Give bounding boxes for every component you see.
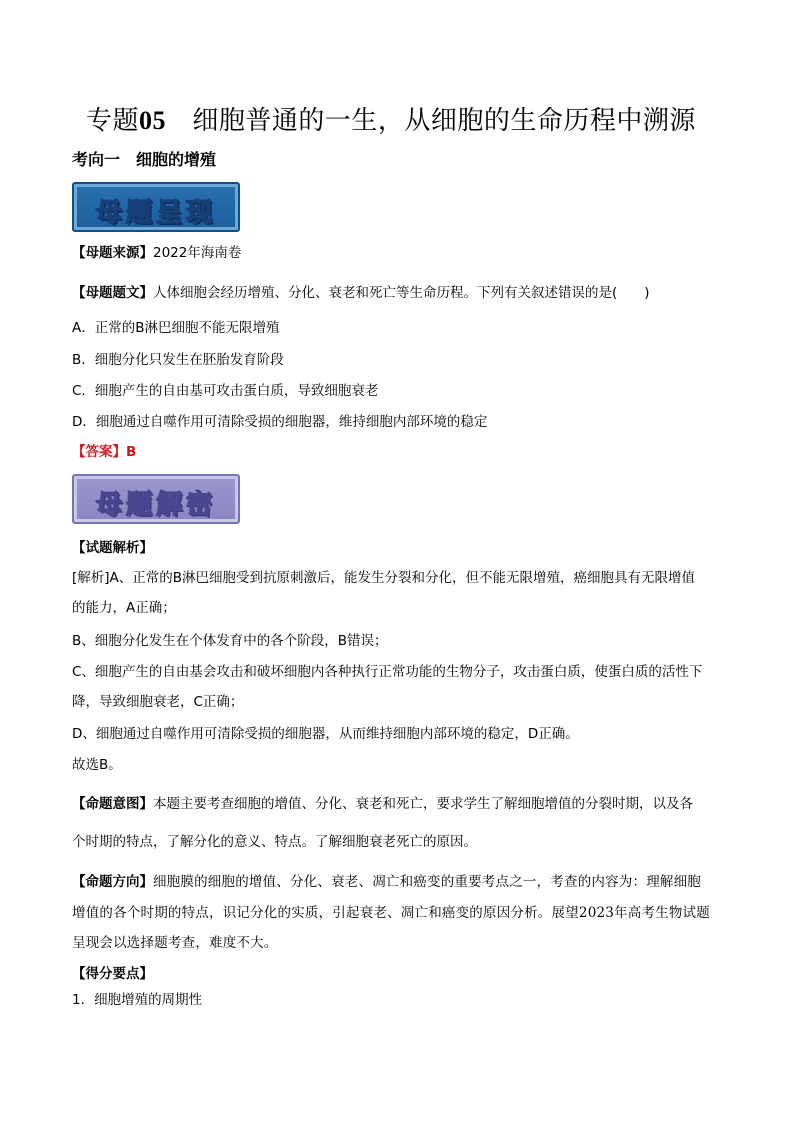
analysis-line: 故选B。 <box>72 757 122 773</box>
answer-line <box>72 442 732 462</box>
option-d: D．细胞通过自噬作用可清除受损的细胞器，维持细胞内部环境的稳定 <box>72 414 488 430</box>
direction-tag: 【命题方向】 <box>72 874 153 890</box>
direction-line-2: 增值的各个时期的特点，识记分化的实质，引起衰老、凋亡和癌变的原因分析。展望2023年高考生物试题 <box>72 905 710 921</box>
analysis-line: C、细胞产生的自由基会攻击和破坏细胞内各种执行正常功能的生物分子，攻击蛋白质，使蛋白质的活性下 <box>72 664 703 680</box>
source-text: 2022年海南卷 <box>153 245 242 261</box>
title-number: 05 <box>139 106 167 135</box>
banner-question-show <box>72 182 240 232</box>
question-text: 人体细胞会经历增殖、分化、衰老和死亡等生命历程。下列有关叙述错误的是( ) <box>153 285 650 301</box>
analysis-line: [解析]A、正常的B淋巴细胞受到抗原刺激后，能发生分裂和分化，但不能无限增殖，癌细胞具有无限增值 <box>72 570 696 586</box>
direction-line-3: 呈现会以选择题考查，难度不大。 <box>72 935 278 951</box>
answer-value: B <box>126 444 137 460</box>
source-tag: 【母题来源】 <box>72 245 153 261</box>
intent-line-1 <box>72 794 732 814</box>
option-a: A．正常的B淋巴细胞不能无限增殖 <box>72 320 280 336</box>
banner-question-decode-text: 母题解密 <box>95 490 216 520</box>
intent-text-1: 本题主要考查细胞的增值、分化、衰老和死亡，要求学生了解细胞增值的分裂时期，以及各 <box>153 796 693 812</box>
banner-question-show-text: 母题呈现 <box>95 198 216 228</box>
analysis-tag-line <box>72 538 732 558</box>
keypoints-tag: 【得分要点】 <box>72 966 153 982</box>
option-b: B．细胞分化只发生在胚胎发育阶段 <box>72 352 284 368</box>
direction-line-1 <box>72 872 732 892</box>
banner-question-decode <box>72 474 240 524</box>
question-tag: 【母题题文】 <box>72 285 153 301</box>
intent-line-2: 个时期的特点，了解分化的意义、特点。了解细胞衰老死亡的原因。 <box>72 834 477 850</box>
title-text: 细胞普通的一生，从细胞的生命历程中溯源 <box>192 106 696 136</box>
direction-text-1: 细胞膜的细胞的增值、分化、衰老、凋亡和癌变的重要考点之一，考查的内容为：理解细胞 <box>153 874 701 890</box>
source-line <box>72 243 732 263</box>
section-heading: 考向一 细胞的增殖 <box>72 150 217 169</box>
title-prefix: 专题 <box>86 106 140 136</box>
page-title <box>86 100 696 137</box>
intent-tag: 【命题意图】 <box>72 796 153 812</box>
analysis-line: D、细胞通过自噬作用可清除受损的细胞器，从而维持细胞内部环境的稳定，D正确。 <box>72 726 579 742</box>
keypoints-tag-line <box>72 964 732 984</box>
analysis-line: 的能力，A正确； <box>72 600 176 616</box>
question-line <box>72 283 732 303</box>
keypoints-item-1: 1．细胞增殖的周期性 <box>72 992 203 1008</box>
answer-tag: 【答案】 <box>72 444 126 460</box>
analysis-line: 降，导致细胞衰老，C正确； <box>72 694 244 710</box>
analysis-tag: 【试题解析】 <box>72 540 153 556</box>
analysis-line: B、细胞分化发生在个体发育中的各个阶段，B错误； <box>72 633 388 649</box>
option-c: C．细胞产生的自由基可攻击蛋白质，导致细胞衰老 <box>72 383 379 399</box>
